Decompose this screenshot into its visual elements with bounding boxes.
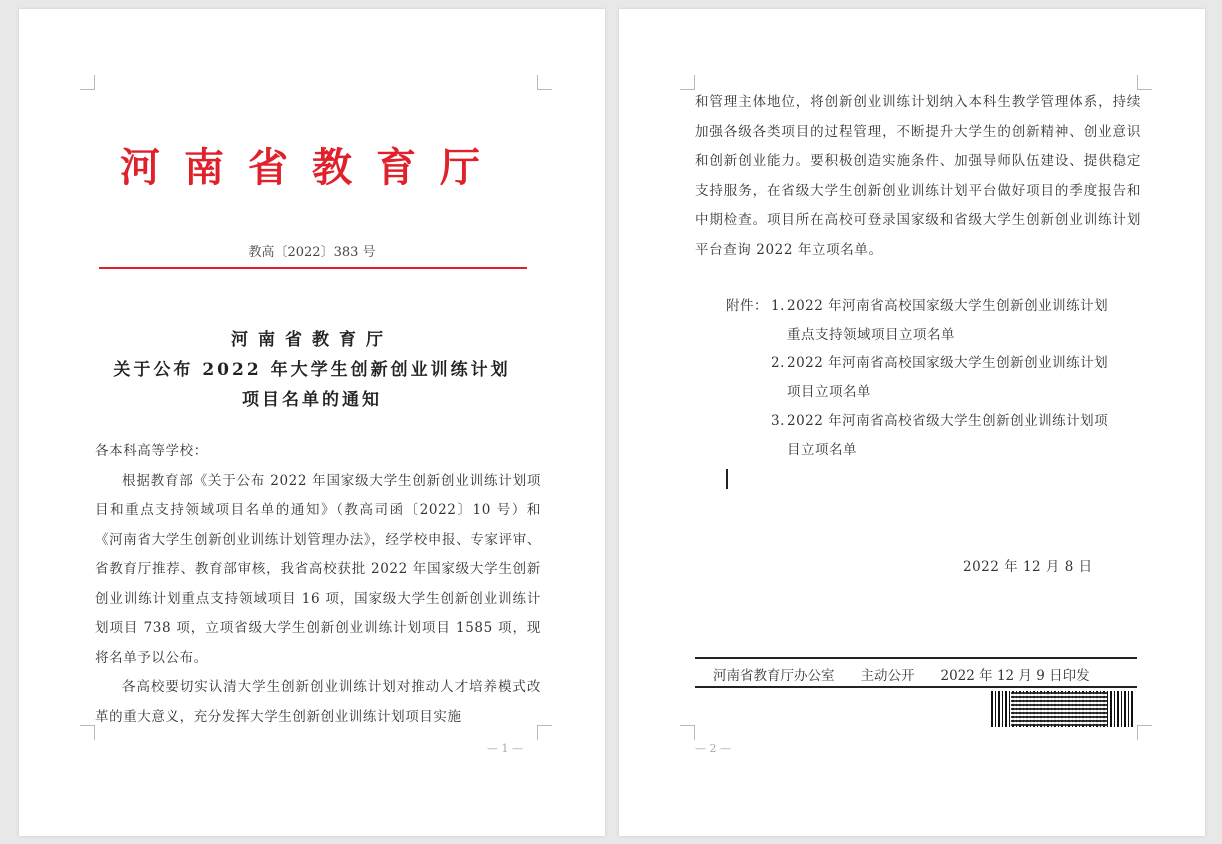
body-paragraph-2: 各高校要切实认清大学生创新创业训练计划对推动人才培养模式改革的重大意义，充分发挥大学生创新创业训练计划项目实施 <box>95 679 541 725</box>
attachments-label: 附件： <box>726 298 768 314</box>
notice-title <box>19 325 605 415</box>
attachment-2-line-1: 2022 年河南省高校国家级大学生创新创业训练计划 <box>787 355 1109 371</box>
document-page-1 <box>19 9 605 836</box>
body-paragraph-continued: 和管理主体地位，将创新创业训练计划纳入本科生教学管理体系，持续加强各级各类项目的过程管理，不断提升大学生的创新精神、创业意识和创新创业能力。要积极创造实施条件、加强导师队伍建设、提供稳定支持服务，在省级大学生创新创业训练计划平台做好项目的季度报告和中期检查。项目所在高校可登录国家级和省级大学生创新创业训练计划平台查询 2022 年立项名单。 <box>695 94 1141 258</box>
letterhead-red-rule <box>99 267 527 269</box>
notice-title-line-1: 河南省教育厅 <box>231 330 393 350</box>
footer-bottom-rule <box>695 686 1137 688</box>
page2-body <box>695 88 1141 265</box>
crop-mark-bottom-left <box>80 725 95 740</box>
page-number-1: — 1 — <box>487 742 523 755</box>
body-paragraph-1: 根据教育部《关于公布 2022 年国家级大学生创新创业训练计划项目和重点支持领域项目名单的通知》（教高司函〔2022〕10 号）和《河南省大学生创新创业训练计划管理办法》，经学校申报、专家评审、省教育厅推荐、教育部审核，我省高校获批 2022 年国家级大学生创新创业训练计划重点支持领域项目 16 项，国家级大学生创新创业训练计划项目 738 项，立项省级大学生创新创业训练计划项目 1585 项，现将名单予以公布。 <box>95 472 541 666</box>
crop-mark-bottom-right <box>1137 725 1152 740</box>
attachment-1-line-1: 2022 年河南省高校国家级大学生创新创业训练计划 <box>787 298 1109 314</box>
footer-office: 河南省教育厅办公室 <box>713 668 835 684</box>
text-cursor[interactable] <box>726 469 728 489</box>
salutation: 各本科高等学校： <box>95 443 208 459</box>
attachment-2-line-2: 项目立项名单 <box>787 384 871 400</box>
crop-mark-top-right <box>537 75 552 90</box>
crop-mark-bottom-left <box>680 725 695 740</box>
document-number: 教高〔2022〕383 号 <box>248 245 376 260</box>
footer-status: 主动公开 <box>860 668 915 684</box>
issue-date: 2022 年 12 月 8 日 <box>963 559 1093 575</box>
footer-print-date: 2022 年 12 月 9 日印发 <box>940 668 1090 684</box>
notice-title-line-2: 关于公布 2022 年大学生创新创业训练计划 <box>113 360 511 380</box>
attachment-1-line-2: 重点支持领域项目立项名单 <box>787 327 955 343</box>
crop-mark-top-left <box>680 75 695 90</box>
attachment-3-line-2: 目立项名单 <box>787 442 857 458</box>
footer-info <box>695 664 1137 684</box>
letterhead-title: 河南省教育厅 <box>120 144 504 191</box>
page-number-2: — 2 — <box>695 742 731 755</box>
notice-title-line-3: 项目名单的通知 <box>242 390 382 410</box>
document-page-2 <box>619 9 1205 836</box>
attachment-2-num: 2. <box>771 355 785 371</box>
crop-mark-top-left <box>80 75 95 90</box>
attachment-3-num: 3. <box>771 413 785 429</box>
qr-code-image <box>1011 692 1107 726</box>
attachment-3-line-1: 2022 年河南省高校省级大学生创新创业训练计划项 <box>787 413 1109 429</box>
attachment-1-num: 1. <box>771 298 785 314</box>
footer-top-rule <box>695 657 1137 659</box>
page1-body <box>95 437 541 732</box>
